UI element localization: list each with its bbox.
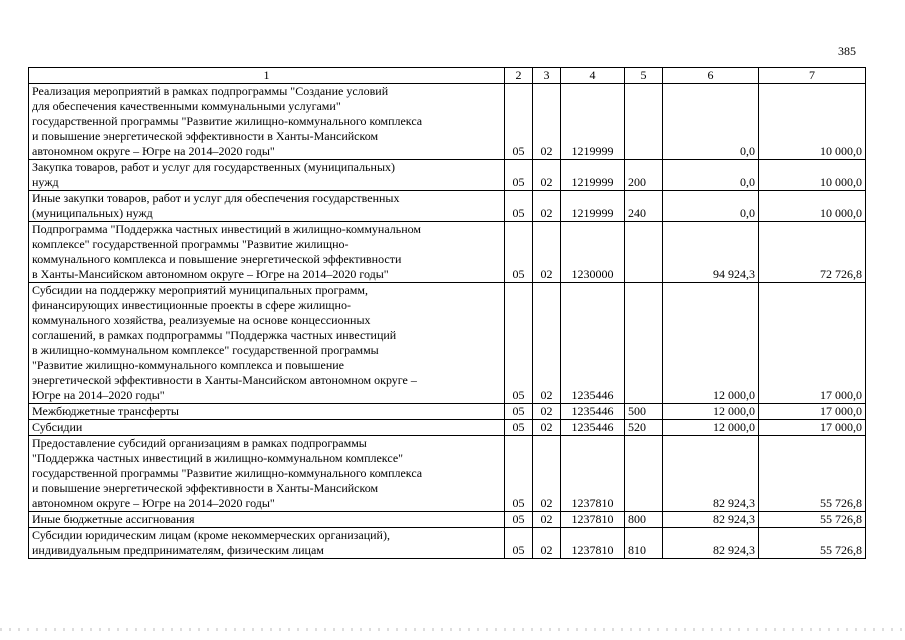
section-code: 05 bbox=[505, 512, 533, 528]
amount-col-7: 55 726,8 bbox=[759, 528, 866, 559]
table-row bbox=[29, 160, 866, 191]
table-row bbox=[29, 191, 866, 222]
amount-col-6: 0,0 bbox=[663, 160, 759, 191]
target-article-code: 1235446 bbox=[561, 404, 625, 420]
header-col-7: 7 bbox=[759, 68, 866, 84]
subsection-code: 02 bbox=[533, 512, 561, 528]
subsection-code: 02 bbox=[533, 283, 561, 404]
header-col-1: 1 bbox=[29, 68, 505, 84]
header-col-5: 5 bbox=[625, 68, 663, 84]
page-number: 385 bbox=[838, 44, 856, 58]
amount-col-6: 94 924,3 bbox=[663, 222, 759, 283]
header-col-2: 2 bbox=[505, 68, 533, 84]
expense-type-code bbox=[625, 222, 663, 283]
table-row bbox=[29, 283, 866, 404]
row-description: Предоставление субсидий организациям в рамках подпрограммы "Поддержка частных инвестиций в жилищно-коммунальном комплексе" государственной программы "Развитие жилищно-коммунального комплекса и повышение энергетической эффективности в Ханты-Мансийском автономном округе – Югре на 2014–2020 годы" bbox=[29, 436, 505, 512]
subsection-code: 02 bbox=[533, 191, 561, 222]
budget-table bbox=[28, 67, 866, 559]
expense-type-code: 200 bbox=[625, 160, 663, 191]
amount-col-7: 17 000,0 bbox=[759, 420, 866, 436]
section-code: 05 bbox=[505, 436, 533, 512]
expense-type-code: 500 bbox=[625, 404, 663, 420]
table-row bbox=[29, 222, 866, 283]
section-code: 05 bbox=[505, 191, 533, 222]
target-article-code: 1237810 bbox=[561, 436, 625, 512]
subsection-code: 02 bbox=[533, 404, 561, 420]
amount-col-6: 0,0 bbox=[663, 84, 759, 160]
subsection-code: 02 bbox=[533, 160, 561, 191]
amount-col-7: 72 726,8 bbox=[759, 222, 866, 283]
amount-col-7: 10 000,0 bbox=[759, 84, 866, 160]
header-col-6: 6 bbox=[663, 68, 759, 84]
amount-col-7: 10 000,0 bbox=[759, 160, 866, 191]
amount-col-7: 55 726,8 bbox=[759, 512, 866, 528]
row-description: Реализация мероприятий в рамках подпрограммы "Создание условий для обеспечения качественными коммунальными услугами" государственной программы "Развитие жилищно-коммунального комплекса и повышение энергетической эффективности в Ханты-Мансийском автономном округе – Югре на 2014–2020 годы" bbox=[29, 84, 505, 160]
row-description: Субсидии bbox=[29, 420, 505, 436]
row-description: Иные бюджетные ассигнования bbox=[29, 512, 505, 528]
amount-col-6: 0,0 bbox=[663, 191, 759, 222]
amount-col-6: 82 924,3 bbox=[663, 512, 759, 528]
row-description: Подпрограмма "Поддержка частных инвестиций в жилищно-коммунальном комплексе" государственной программы "Развитие жилищно- коммунального комплекса и повышение энергетической эффективности в Ханты-Мансийском автономном округе – Югре на 2014–2020 годы" bbox=[29, 222, 505, 283]
table-row bbox=[29, 84, 866, 160]
subsection-code: 02 bbox=[533, 420, 561, 436]
target-article-code: 1219999 bbox=[561, 160, 625, 191]
table-row bbox=[29, 420, 866, 436]
table-row bbox=[29, 436, 866, 512]
target-article-code: 1235446 bbox=[561, 420, 625, 436]
section-code: 05 bbox=[505, 420, 533, 436]
expense-type-code: 240 bbox=[625, 191, 663, 222]
subsection-code: 02 bbox=[533, 528, 561, 559]
row-description: Межбюджетные трансферты bbox=[29, 404, 505, 420]
amount-col-6: 12 000,0 bbox=[663, 283, 759, 404]
table-row bbox=[29, 404, 866, 420]
target-article-code: 1219999 bbox=[561, 84, 625, 160]
row-description: Субсидии юридическим лицам (кроме некоммерческих организаций), индивидуальным предпринимателям, физическим лицам bbox=[29, 528, 505, 559]
subsection-code: 02 bbox=[533, 84, 561, 160]
row-description: Иные закупки товаров, работ и услуг для обеспечения государственных (муниципальных) нужд bbox=[29, 191, 505, 222]
table-row bbox=[29, 512, 866, 528]
target-article-code: 1237810 bbox=[561, 528, 625, 559]
target-article-code: 1235446 bbox=[561, 283, 625, 404]
target-article-code: 1237810 bbox=[561, 512, 625, 528]
amount-col-7: 17 000,0 bbox=[759, 283, 866, 404]
amount-col-6: 82 924,3 bbox=[663, 436, 759, 512]
section-code: 05 bbox=[505, 84, 533, 160]
section-code: 05 bbox=[505, 283, 533, 404]
subsection-code: 02 bbox=[533, 222, 561, 283]
amount-col-6: 12 000,0 bbox=[663, 404, 759, 420]
expense-type-code bbox=[625, 84, 663, 160]
amount-col-7: 10 000,0 bbox=[759, 191, 866, 222]
amount-col-6: 12 000,0 bbox=[663, 420, 759, 436]
row-description: Закупка товаров, работ и услуг для государственных (муниципальных) нужд bbox=[29, 160, 505, 191]
table-row bbox=[29, 528, 866, 559]
expense-type-code: 800 bbox=[625, 512, 663, 528]
row-description: Субсидии на поддержку мероприятий муниципальных программ, финансирующих инвестиционные проекты в сфере жилищно- коммунального хозяйства, реализуемые на основе концессионных соглашений, в рамках подпрограммы "Поддержка частных инвестиций в жилищно-коммунальном комплексе" государственной программы "Развитие жилищно-коммунального комплекса и повышение энергетической эффективности в Ханты-Мансийском автономном округе – Югре на 2014–2020 годы" bbox=[29, 283, 505, 404]
scan-artifact-dots bbox=[0, 628, 905, 631]
expense-type-code bbox=[625, 283, 663, 404]
subsection-code: 02 bbox=[533, 436, 561, 512]
section-code: 05 bbox=[505, 528, 533, 559]
header-col-3: 3 bbox=[533, 68, 561, 84]
target-article-code: 1219999 bbox=[561, 191, 625, 222]
expense-type-code: 520 bbox=[625, 420, 663, 436]
table-header bbox=[29, 68, 866, 84]
target-article-code: 1230000 bbox=[561, 222, 625, 283]
header-col-4: 4 bbox=[561, 68, 625, 84]
amount-col-7: 55 726,8 bbox=[759, 436, 866, 512]
amount-col-6: 82 924,3 bbox=[663, 528, 759, 559]
expense-type-code bbox=[625, 436, 663, 512]
amount-col-7: 17 000,0 bbox=[759, 404, 866, 420]
section-code: 05 bbox=[505, 404, 533, 420]
expense-type-code: 810 bbox=[625, 528, 663, 559]
section-code: 05 bbox=[505, 160, 533, 191]
section-code: 05 bbox=[505, 222, 533, 283]
